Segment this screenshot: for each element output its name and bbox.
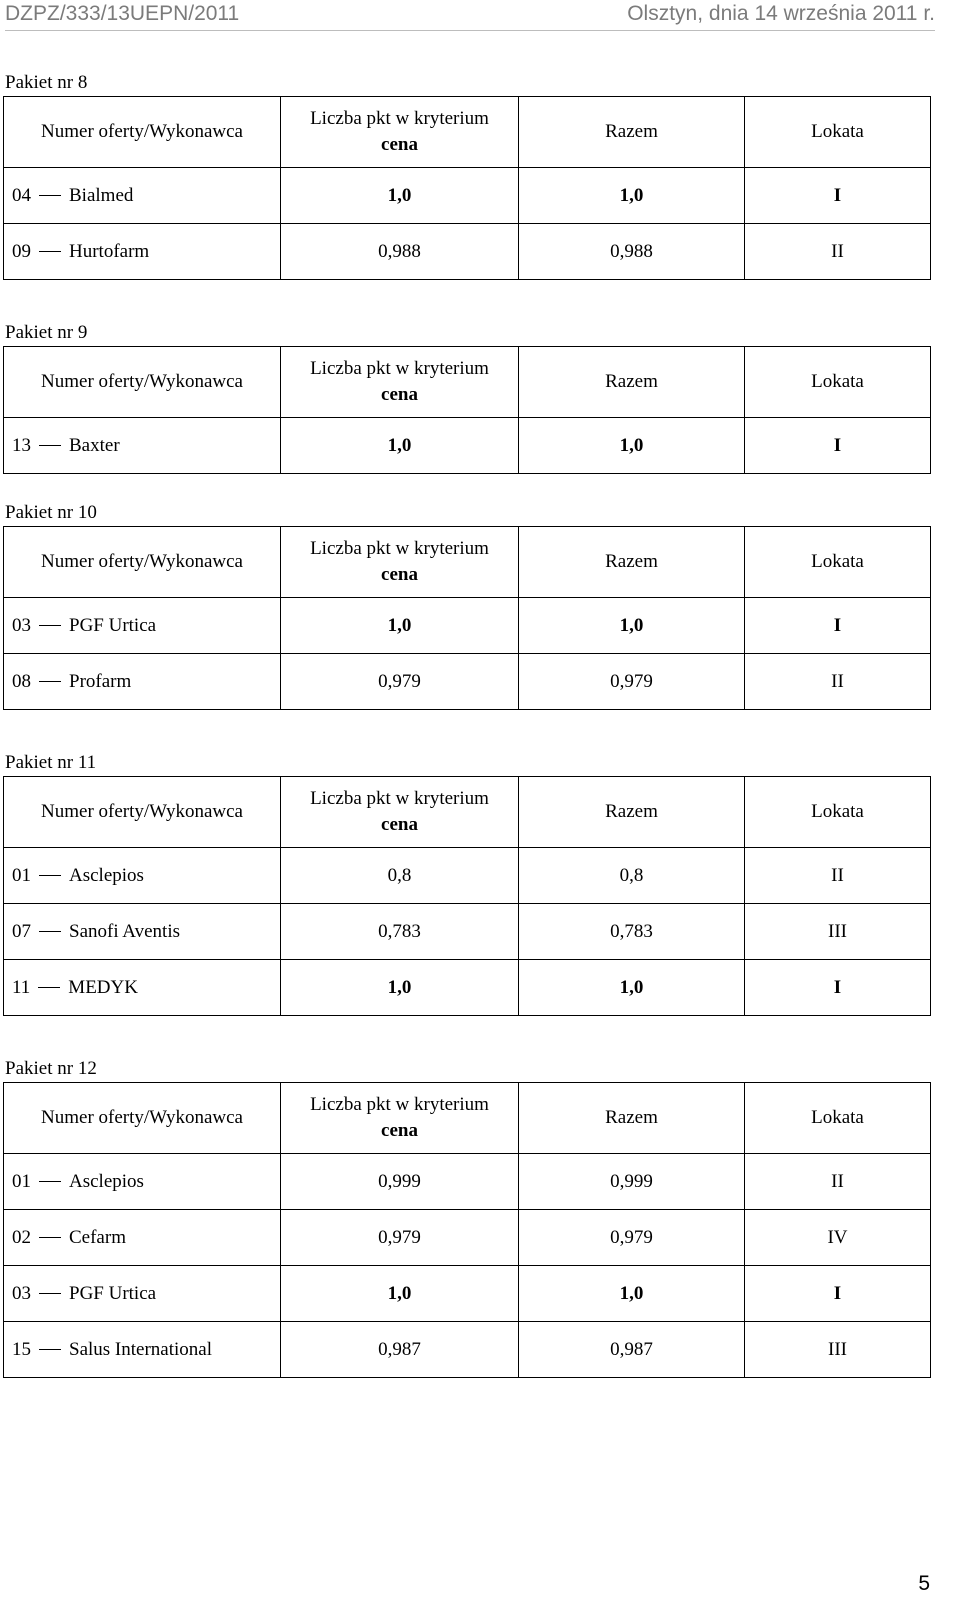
total-cell: 0,987 [519,1322,745,1378]
points-cell: 1,0 [281,1266,519,1322]
page-number: 5 [918,1572,930,1595]
table-row [4,598,931,654]
table-row [4,1266,931,1322]
rank-cell: I [745,168,931,224]
package-11-table [3,776,931,1016]
offer-cell: 02 Cefarm [4,1210,281,1266]
place-and-date: Olsztyn, dnia 14 września 2011 r. [627,2,935,25]
col-header-total: Razem [519,347,745,418]
col-header-offer: Numer oferty/Wykonawca [4,527,281,598]
table-row [4,848,931,904]
points-cell: 1,0 [281,598,519,654]
col-header-offer: Numer oferty/Wykonawca [4,97,281,168]
table-row [4,224,931,280]
total-cell: 0,988 [519,224,745,280]
total-cell: 1,0 [519,168,745,224]
table-header-row [4,1083,931,1154]
offer-cell: 13 Baxter [4,418,281,474]
rank-cell: II [745,848,931,904]
rank-cell: II [745,224,931,280]
table-header-row [4,347,931,418]
total-cell: 0,783 [519,904,745,960]
table-header-row [4,527,931,598]
col-header-rank: Lokata [745,97,931,168]
total-cell: 0,979 [519,654,745,710]
rank-cell: II [745,1154,931,1210]
package-title: Pakiet nr 9 [5,322,88,343]
rank-cell: I [745,418,931,474]
table-row [4,418,931,474]
offer-cell: 15 Salus International [4,1322,281,1378]
col-header-total: Razem [519,777,745,848]
offer-cell: 04 Bialmed [4,168,281,224]
rank-cell: II [745,654,931,710]
col-header-rank: Lokata [745,1083,931,1154]
table-row [4,1322,931,1378]
offer-cell: 03 PGF Urtica [4,1266,281,1322]
col-header-rank: Lokata [745,527,931,598]
total-cell: 1,0 [519,418,745,474]
total-cell: 0,979 [519,1210,745,1266]
rank-cell: I [745,598,931,654]
rank-cell: IV [745,1210,931,1266]
col-header-rank: Lokata [745,347,931,418]
rank-cell: III [745,904,931,960]
col-header-points: Liczba pkt w kryterium cena [281,347,519,418]
offer-cell: 03 PGF Urtica [4,598,281,654]
package-title: Pakiet nr 10 [5,502,97,523]
col-header-points: Liczba pkt w kryterium cena [281,527,519,598]
table-header-row [4,777,931,848]
table-row [4,1154,931,1210]
rank-cell: I [745,960,931,1016]
points-cell: 1,0 [281,168,519,224]
table-row [4,654,931,710]
offer-cell: 08 Profarm [4,654,281,710]
table-row [4,1210,931,1266]
rank-cell: I [745,1266,931,1322]
total-cell: 1,0 [519,598,745,654]
offer-cell: 09 Hurtofarm [4,224,281,280]
col-header-total: Razem [519,1083,745,1154]
points-cell: 0,8 [281,848,519,904]
offer-cell: 01 Asclepios [4,848,281,904]
offer-cell: 11 MEDYK [4,960,281,1016]
col-header-offer: Numer oferty/Wykonawca [4,347,281,418]
points-cell: 0,979 [281,1210,519,1266]
col-header-total: Razem [519,97,745,168]
offer-cell: 01 Asclepios [4,1154,281,1210]
points-cell: 1,0 [281,960,519,1016]
document-reference: DZPZ/333/13UEPN/2011 [5,2,240,25]
package-12-table [3,1082,931,1378]
total-cell: 1,0 [519,1266,745,1322]
points-cell: 1,0 [281,418,519,474]
points-cell: 0,987 [281,1322,519,1378]
package-title: Pakiet nr 8 [5,72,88,93]
points-cell: 0,979 [281,654,519,710]
points-cell: 0,783 [281,904,519,960]
package-title: Pakiet nr 11 [5,752,97,773]
table-row [4,960,931,1016]
package-title: Pakiet nr 12 [5,1058,97,1079]
col-header-offer: Numer oferty/Wykonawca [4,777,281,848]
header-divider [5,30,935,31]
rank-cell: III [745,1322,931,1378]
total-cell: 0,8 [519,848,745,904]
table-row [4,904,931,960]
package-8-table [3,96,931,280]
total-cell: 1,0 [519,960,745,1016]
col-header-points: Liczba pkt w kryterium cena [281,1083,519,1154]
points-cell: 0,999 [281,1154,519,1210]
col-header-total: Razem [519,527,745,598]
points-cell: 0,988 [281,224,519,280]
total-cell: 0,999 [519,1154,745,1210]
col-header-rank: Lokata [745,777,931,848]
page-header [5,0,935,26]
offer-cell: 07 Sanofi Aventis [4,904,281,960]
table-header-row [4,97,931,168]
package-9-table [3,346,931,474]
col-header-points: Liczba pkt w kryterium cena [281,777,519,848]
table-row [4,168,931,224]
col-header-offer: Numer oferty/Wykonawca [4,1083,281,1154]
package-10-table [3,526,931,710]
col-header-points: Liczba pkt w kryterium cena [281,97,519,168]
